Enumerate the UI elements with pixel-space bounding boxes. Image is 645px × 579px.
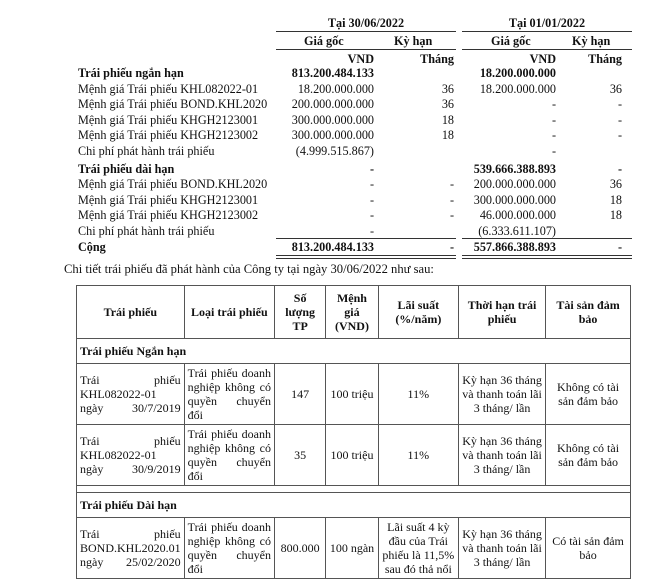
summary-term-30-06: - — [449, 177, 454, 192]
summary-value-30-06: - — [369, 161, 374, 176]
summary-term-30-06: 18 — [441, 128, 454, 143]
unit-thang-d: Tháng — [588, 52, 622, 66]
summary-value-30-06: - — [369, 208, 374, 223]
th-term: Thời hạn trái phiếu — [458, 286, 545, 339]
summary-value-01-01: - — [551, 112, 556, 127]
bond-detail-table — [76, 285, 631, 579]
summary-term-30-06: - — [449, 192, 454, 207]
summary-term-01-01: 36 — [609, 177, 622, 192]
header-rule — [276, 49, 456, 50]
summary-term-01-01: 18 — [609, 208, 622, 223]
ky-han-label-d: Kỳ hạn — [572, 34, 611, 48]
summary-term-01-01: 18 — [609, 192, 622, 207]
intro-text: Chi tiết trái phiếu đã phát hành của Công ty tại ngày 30/06/2022 như sau: — [64, 262, 434, 276]
col-header-30-06: Tại 30/06/2022 — [327, 16, 405, 30]
summary-row-label: Mệnh giá Trái phiếu KHGH2123002 — [78, 208, 259, 223]
summary-value-01-01: - — [551, 144, 556, 158]
summary-term-30-06: 36 — [441, 81, 454, 96]
bond-interest-rate: 11% — [378, 364, 458, 425]
summary-term-30-06: 18 — [441, 112, 454, 127]
summary-row-label: Trái phiếu dài hạn — [78, 161, 175, 176]
summary-row-label: Chi phí phát hành trái phiếu — [78, 224, 215, 238]
header-rule — [462, 31, 632, 32]
bond-face-value: 100 triệu — [326, 425, 378, 486]
bond-quantity: 35 — [275, 425, 326, 486]
summary-row-label: Mệnh giá Trái phiếu KHL082022-01 — [78, 81, 259, 96]
header-rule — [276, 31, 456, 32]
summary-value-01-01: (6.333.611.107) — [478, 224, 556, 238]
summary-term-01-01: - — [617, 161, 622, 176]
summary-row-label: Trái phiếu ngắn hạn — [78, 66, 184, 80]
summary-row-label: Mệnh giá Trái phiếu BOND.KHL2020 — [78, 97, 268, 112]
bond-type: Trái phiếu doanh nghiệp không có quyền chuyển đổi — [184, 425, 274, 486]
section-short-term: Trái phiếu Ngắn hạn — [77, 339, 631, 364]
th-qty: Số lượng TP — [275, 286, 326, 339]
bond-interest-rate: 11% — [378, 425, 458, 486]
summary-value-01-01: - — [551, 97, 556, 112]
summary-value-30-06: 813.200.484.133 — [291, 66, 374, 80]
summary-term-01-01: - — [617, 112, 622, 127]
th-type: Loại trái phiếu — [184, 286, 274, 339]
summary-value-30-06: - — [369, 192, 374, 207]
total-a: 813.200.484.133 — [291, 240, 374, 254]
double-rule — [462, 255, 632, 259]
summary-row-label: Mệnh giá Trái phiếu KHGH2123001 — [78, 112, 259, 127]
summary-value-01-01: 18.200.000.000 — [479, 81, 556, 96]
header-rule — [462, 49, 632, 50]
summary-value-01-01: 18.200.000.000 — [479, 66, 556, 80]
bond-type: Trái phiếu doanh nghiệp không có quyền chuyển đổi — [184, 364, 274, 425]
bond-name: Trái phiếu KHL082022-01 ngày 30/7/2019 — [77, 364, 185, 425]
bond-face-value: 100 triệu — [326, 364, 378, 425]
summary-row-label: Chi phí phát hành trái phiếu — [78, 144, 215, 158]
table-row — [77, 518, 631, 579]
gia-goc-label-c: Giá gốc — [491, 34, 531, 48]
summary-term-01-01: 36 — [609, 81, 622, 96]
bond-collateral: Có tài sản đảm bảo — [546, 518, 631, 579]
bond-quantity: 800.000 — [275, 518, 326, 579]
th-face: Mệnh giá (VND) — [326, 286, 378, 339]
bond-type: Trái phiếu doanh nghiệp không có quyền chuyển đổi — [184, 518, 274, 579]
unit-thang-b: Tháng — [420, 52, 454, 66]
summary-term-30-06: 36 — [441, 97, 454, 112]
th-bond: Trái phiếu — [77, 286, 185, 339]
bond-term: Kỳ hạn 36 tháng và thanh toán lãi 3 tháng/ lần — [458, 518, 545, 579]
summary-term-30-06: - — [449, 208, 454, 223]
summary-value-01-01: 300.000.000.000 — [473, 192, 556, 207]
bond-name: Trái phiếu KHL082022-01 ngày 30/9/2019 — [77, 425, 185, 486]
section-long-term: Trái phiếu Dài hạn — [77, 493, 631, 518]
bond-collateral: Không có tài sản đảm bảo — [546, 425, 631, 486]
summary-value-30-06: - — [369, 177, 374, 192]
total-label: Cộng — [78, 240, 106, 254]
summary-row-label: Mệnh giá Trái phiếu BOND.KHL2020 — [78, 177, 268, 192]
table-row — [77, 364, 631, 425]
summary-value-30-06: 300.000.000.000 — [291, 112, 374, 127]
gia-goc-label-a: Giá gốc — [304, 34, 344, 48]
th-collateral: Tài sản đảm bảo — [546, 286, 631, 339]
bond-term: Kỳ hạn 36 tháng và thanh toán lãi 3 tháng/ lần — [458, 364, 545, 425]
summary-value-01-01: 46.000.000.000 — [479, 208, 556, 223]
unit-vnd-c: VND — [529, 52, 556, 66]
ky-han-label-b: Kỳ hạn — [394, 34, 433, 48]
summary-term-01-01: - — [617, 128, 622, 143]
section-gap — [77, 486, 631, 493]
summary-term-01-01: - — [617, 97, 622, 112]
summary-row-label: Mệnh giá Trái phiếu KHGH2123002 — [78, 128, 259, 143]
bond-interest-rate: Lãi suất 4 kỳ đầu của Trái phiếu là 11,5% sau đó thả nổi — [378, 518, 458, 579]
bond-quantity: 147 — [275, 364, 326, 425]
total-c: 557.866.388.893 — [473, 240, 556, 254]
unit-vnd-a: VND — [347, 52, 374, 66]
summary-value-30-06: 18.200.000.000 — [297, 81, 374, 96]
bond-name: Trái phiếu BOND.KHL2020.01 ngày 25/02/2020 — [77, 518, 185, 579]
summary-value-30-06: (4.999.515.867) — [295, 144, 374, 158]
bond-term: Kỳ hạn 36 tháng và thanh toán lãi 3 tháng/ lần — [458, 425, 545, 486]
bond-face-value: 100 ngàn — [326, 518, 378, 579]
summary-value-01-01: - — [551, 128, 556, 143]
summary-value-30-06: 200.000.000.000 — [291, 97, 374, 112]
total-d: - — [617, 240, 622, 254]
table-row — [77, 425, 631, 486]
total-rule — [462, 238, 632, 239]
th-rate: Lãi suất (%/năm) — [378, 286, 458, 339]
summary-row-label: Mệnh giá Trái phiếu KHGH2123001 — [78, 192, 259, 207]
summary-value-30-06: 300.000.000.000 — [291, 128, 374, 143]
total-b: - — [449, 240, 454, 254]
summary-value-30-06: - — [369, 224, 374, 238]
bond-collateral: Không có tài sản đảm bảo — [546, 364, 631, 425]
col-header-01-01: Tại 01/01/2022 — [508, 16, 586, 30]
summary-value-01-01: 539.666.388.893 — [473, 161, 556, 176]
total-rule — [276, 238, 456, 239]
summary-value-01-01: 200.000.000.000 — [473, 177, 556, 192]
double-rule — [276, 255, 456, 259]
